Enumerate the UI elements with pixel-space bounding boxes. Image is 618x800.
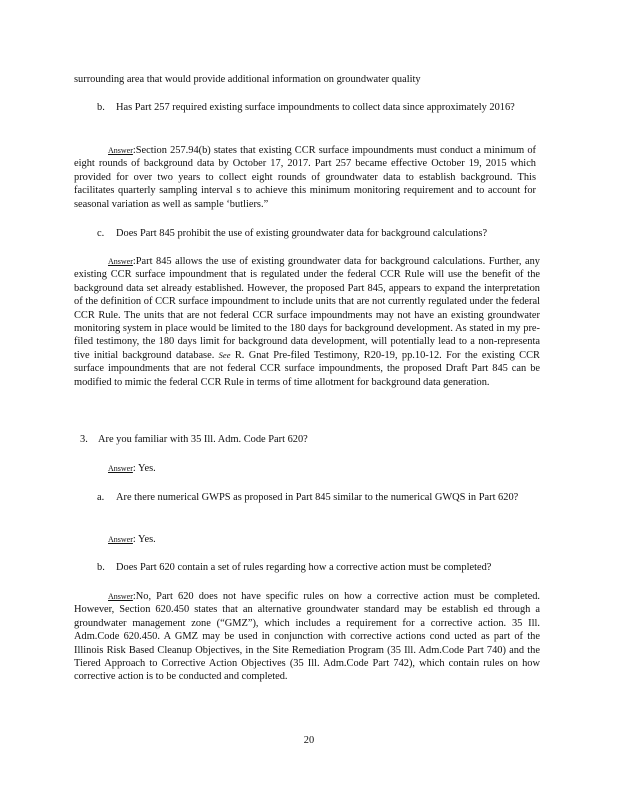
answer-part-257 [74, 144, 536, 211]
question-part-845-background: Does Part 845 prohibit the use of existing groundwater data for background calculations? [116, 228, 488, 239]
paragraph-continuation: surrounding area that would provide additional information on groundwater quality [74, 74, 421, 85]
answer-text: :Section 257.94(b) states that existing CCR surface impoundments must conduct a minimum of eight rounds of background data by October 17, 2017. Part 257 became effective October 19, 2015 which provided for over two years to collect eight rounds of groundwater data to establish background. This facilitates quarterly sampling interval s to achieve this minimum monitoring requirement and to account for seasonal variation as well as sample ‘butliers.” [74, 145, 536, 210]
question-part-620-familiar: Are you familiar with 35 Ill. Adm. Code Part 620? [98, 434, 308, 445]
answer-label-text: Answer [108, 535, 133, 544]
question-marker: c. [97, 228, 105, 239]
page-number: 20 [303, 735, 315, 746]
question-part-620-corrective: Does Part 620 contain a set of rules regarding how a corrective action must be completed? [116, 562, 492, 573]
question-gwps: Are there numerical GWPS as proposed in Part 845 similar to the numerical GWQS in Part 620? [116, 492, 519, 503]
question-marker: 3. [80, 434, 88, 445]
question-marker: b. [97, 562, 105, 573]
question-part-257: Has Part 257 required existing surface impoundments to collect data since approximately 2016? [116, 102, 515, 113]
answer-text-continued: R. Gnat Pre-filed Testimony, R20-19, pp.10-12. For the existing CCR surface impoundments that are not federal CCR surface impoundments, the proposed Draft Part 845 can be modified to mimic the federal CCR Rule in terms of time allotment for background data generation. [74, 349, 540, 388]
answer-gwps [108, 533, 308, 546]
answer-part-620-corrective [74, 590, 540, 684]
answer-text: : Yes. [132, 463, 156, 474]
answer-text: :Part 845 allows the use of existing groundwater data for background calculations. Further, any existing CCR surface impoundment that is regulated under the federal CCR Rule will use the benefit of the background data set already established. However, the proposed Part 845, appears to expand the interpretation of the definition of CCR surface impoundment to include units that are not currently regulated under the federal CCR Rule. The units that are not federal CCR surface impoundments may not have an existing groundwater monitoring system in place would be limited to the 180 days for background development. As stated in my pre-filed testimony, the 180 days limit for background data development, will potentially lead to a non-representa tive initial background database. [74, 256, 540, 361]
answer-text: : Yes. [132, 534, 156, 545]
answer-text: :No, Part 620 does not have specific rules on how a corrective action must be completed. However, Section 620.450 states that an alternative groundwater standard may be establish ed through a groundwater management zone (“GMZ”), which includes a requirement for a corrective action. 35 Ill. Adm.Code 620.450. A GMZ may be used in conjunction with corrective actions cond ucted as part of the Illinois Risk Based Cleanup Objectives, in the Site Remediation Program (35 Ill. Adm.Code Part 740) and the Tiered Approach to Corrective Action Objectives (35 Ill. Adm.Code Part 742), which contain rules on how corrective action is to be conducted and completed. [74, 591, 540, 683]
answer-label-text: Answer [108, 592, 133, 601]
question-marker: a. [97, 492, 105, 503]
answer-label-text: Answer [108, 464, 133, 473]
answer-label-text: Answer [108, 146, 133, 155]
answer-part-845-background [74, 255, 540, 389]
answer-part-620-familiar [108, 462, 308, 475]
citation-signal: See [218, 349, 231, 360]
answer-label-text: Answer [108, 257, 133, 266]
question-marker: b. [97, 102, 105, 113]
